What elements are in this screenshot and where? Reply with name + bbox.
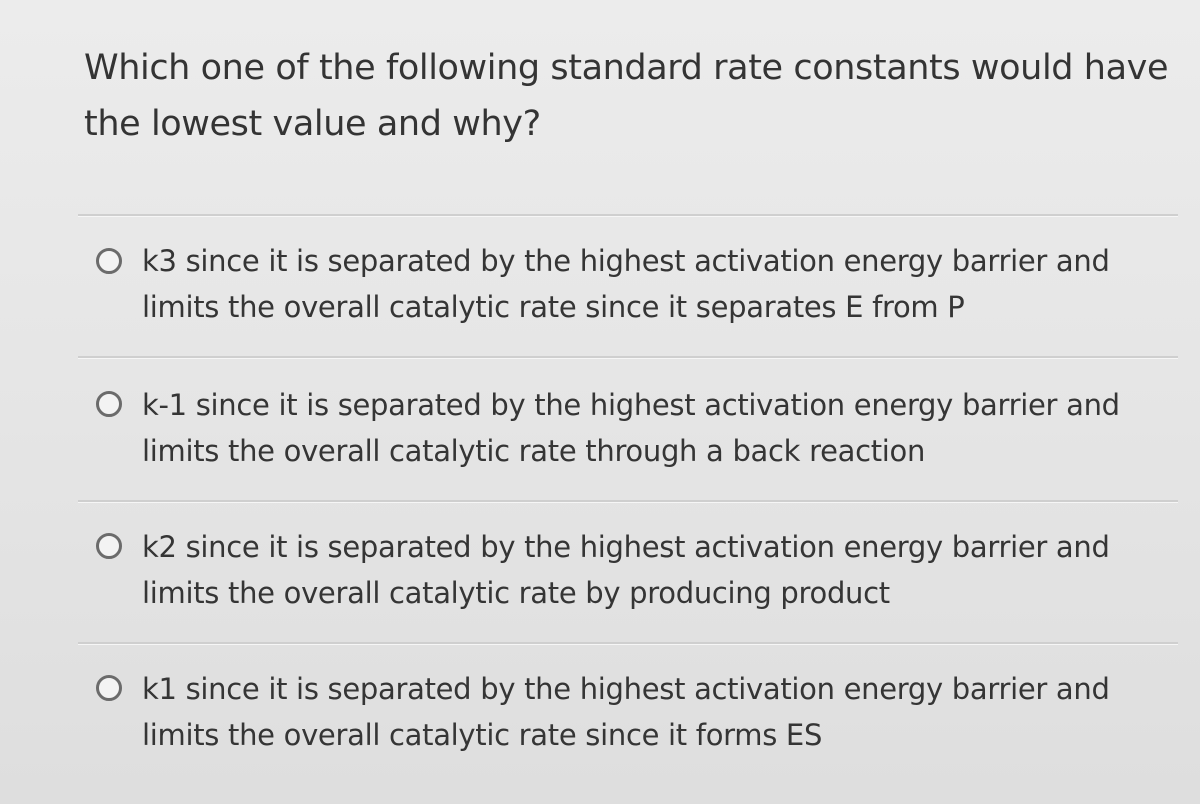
question-line-2: the lowest value and why?	[84, 104, 541, 144]
option-line-1: k-1 since it is separated by the highest activation energy barrier and	[142, 388, 1120, 422]
option-line-2: limits the overall catalytic rate since it separates E from P	[142, 290, 965, 324]
option-label[interactable]	[142, 666, 1182, 758]
divider	[78, 642, 1178, 645]
divider	[78, 500, 1178, 503]
option-line-1: k3 since it is separated by the highest activation energy barrier and	[142, 244, 1110, 278]
radio-button[interactable]	[96, 391, 122, 417]
option-label[interactable]	[142, 524, 1182, 616]
question-line-1: Which one of the following standard rate constants would have	[84, 48, 1169, 88]
option-line-1: k2 since it is separated by the highest activation energy barrier and	[142, 530, 1110, 564]
question-text	[84, 40, 1184, 152]
option-line-2: limits the overall catalytic rate by producing product	[142, 576, 890, 610]
radio-button[interactable]	[96, 675, 122, 701]
option-line-2: limits the overall catalytic rate since it forms ES	[142, 718, 823, 752]
divider	[78, 214, 1178, 217]
radio-button[interactable]	[96, 533, 122, 559]
option-label[interactable]	[142, 382, 1182, 474]
option-line-1: k1 since it is separated by the highest activation energy barrier and	[142, 672, 1110, 706]
option-line-2: limits the overall catalytic rate through a back reaction	[142, 434, 926, 468]
option-label[interactable]	[142, 238, 1182, 330]
radio-button[interactable]	[96, 248, 122, 274]
divider	[78, 356, 1178, 359]
